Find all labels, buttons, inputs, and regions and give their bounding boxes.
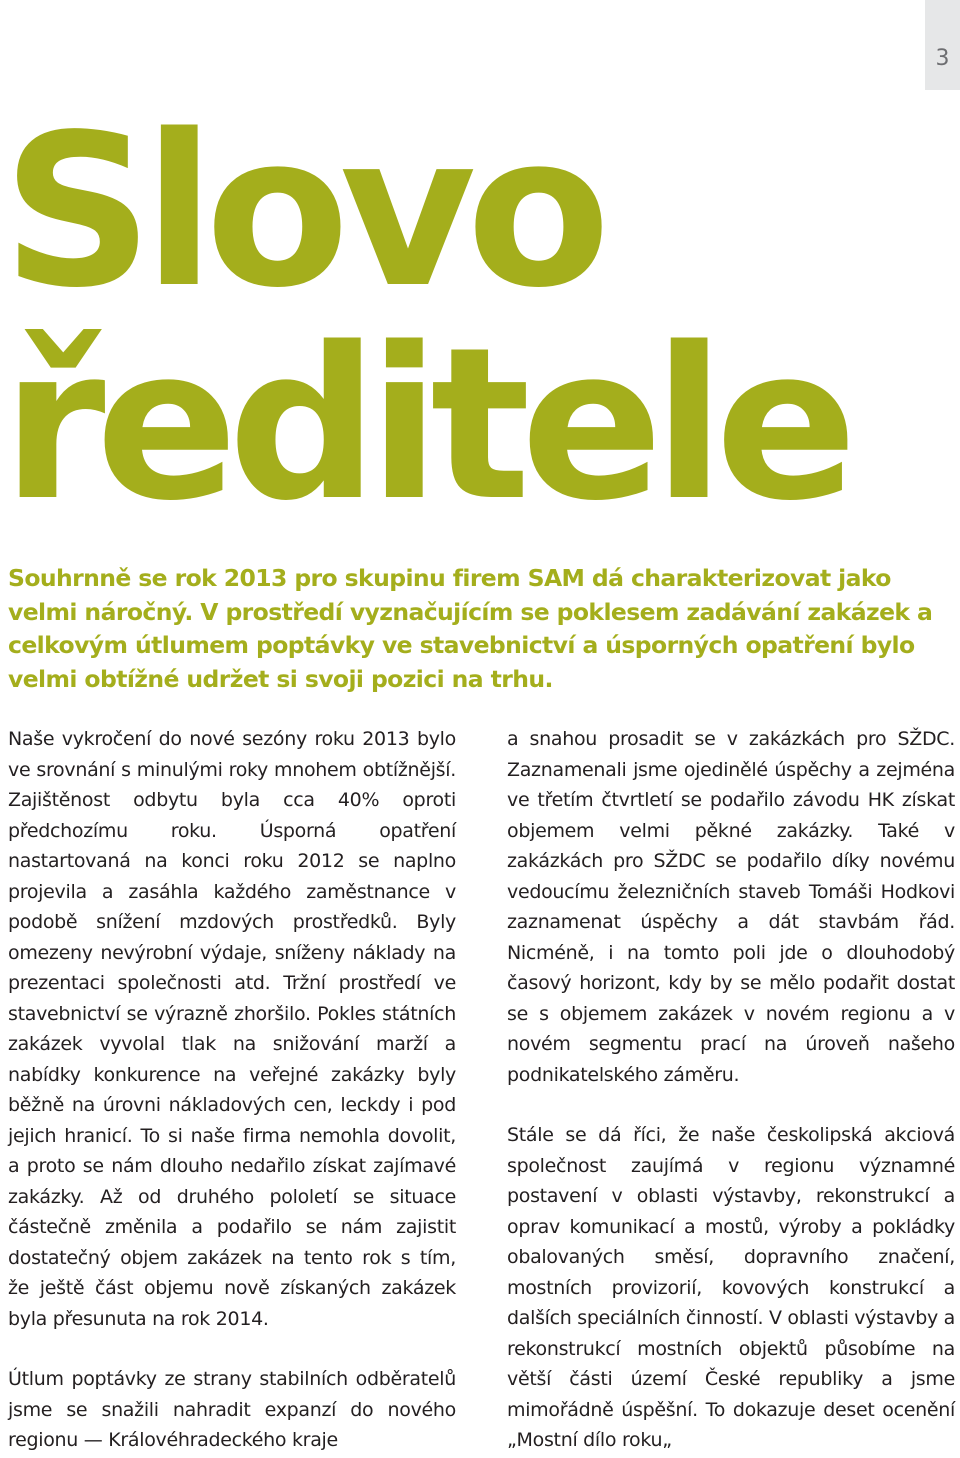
page-tab	[925, 0, 960, 90]
page-number: 3	[935, 46, 950, 71]
left-column	[8, 724, 456, 1456]
right-paragraph-1: a snahou prosadit se v zakázkách pro SŽDC. Zaznamenali jsme ojedinělé úspěchy a zejména ve třetím čtvrtletí se podařilo závodu HK získat objemem velmi pěkné zakázky. Také v zakázkách pro SŽDC se podařilo díky novému vedoucímu železničních staveb Tomáši Hodkovi zaznamenat úspěchy a dát stavbám řád. Nicméně, i na tomto poli jde o dlouhodobý časový horizont, kdy by se mělo podařit dostat se s objemem zakázek v novém regionu a v novém segmentu prací na úroveň našeho podnikatelského záměru.	[507, 728, 955, 1086]
title-line-1: Slovo	[2, 89, 601, 334]
left-paragraph-2: Útlum poptávky ze strany stabilních odběratelů jsme se snažili nahradit expanzí do nového regionu — Královéhradeckého kraje	[8, 1368, 456, 1451]
page-title	[2, 89, 848, 547]
left-paragraph-1: Naše vykročení do nové sezóny roku 2013 bylo ve srovnání s minulými roky mnohem obtížnější. Zajištěnost odbytu byla cca 40% oproti předchozímu roku. Úsporná opatření nastartovaná na konci roku 2012 se naplno projevila a zasáhla každého zaměstnance v podobě snížení mzdových prostředků. Byly omezeny nevýrobní výdaje, sníženy náklady na prezentaci společnosti atd. Tržní prostředí ve stavebnictví se výrazně zhoršilo. Pokles státních zakázek vyvolal tlak na snižování marží a nabídky konkurence na veřejné zakázky byly běžně na úrovni nákladových cen, leckdy i pod jejich hranicí. To si naše firma nemohla dovolit, a proto se nám dlouho nedařilo získat zajímavé zakázky. Až od druhého pololetí se situace částečně změnila a podařilo se nám zajistit dostatečný objem zakázek na tento rok s tím, že ještě část objemu nově získaných zakázek byla přesunuta na rok 2014.	[8, 728, 456, 1330]
right-column	[507, 724, 955, 1456]
right-paragraph-2: Stále se dá říci, že naše českolipská akciová společnost zaujímá v regionu významné postavení v oblasti výstavby, rekonstrukcí a oprav komunikací a mostů, výroby a pokládky obalovaných směsí, dopravního značení, mostních provizorií, kovových konstrukcí a dalších speciálních činností. V oblasti výstavby a rekonstrukcí mostních objektů působíme na větší části území České republiky a jsme mimořádně úspěšní. To dokazuje deset ocenění „Mostní dílo roku„	[507, 1124, 955, 1451]
lead-paragraph: Souhrnně se rok 2013 pro skupinu firem SAM dá charakterizovat jako velmi náročný. V prostředí vyznačujícím se poklesem zadávání zakázek a celkovým útlumem poptávky ve stavebnictví a úsporných opatření bylo velmi obtížné udržet si svoji pozici na trhu.	[8, 564, 933, 693]
title-line-2: ředitele	[2, 302, 848, 547]
